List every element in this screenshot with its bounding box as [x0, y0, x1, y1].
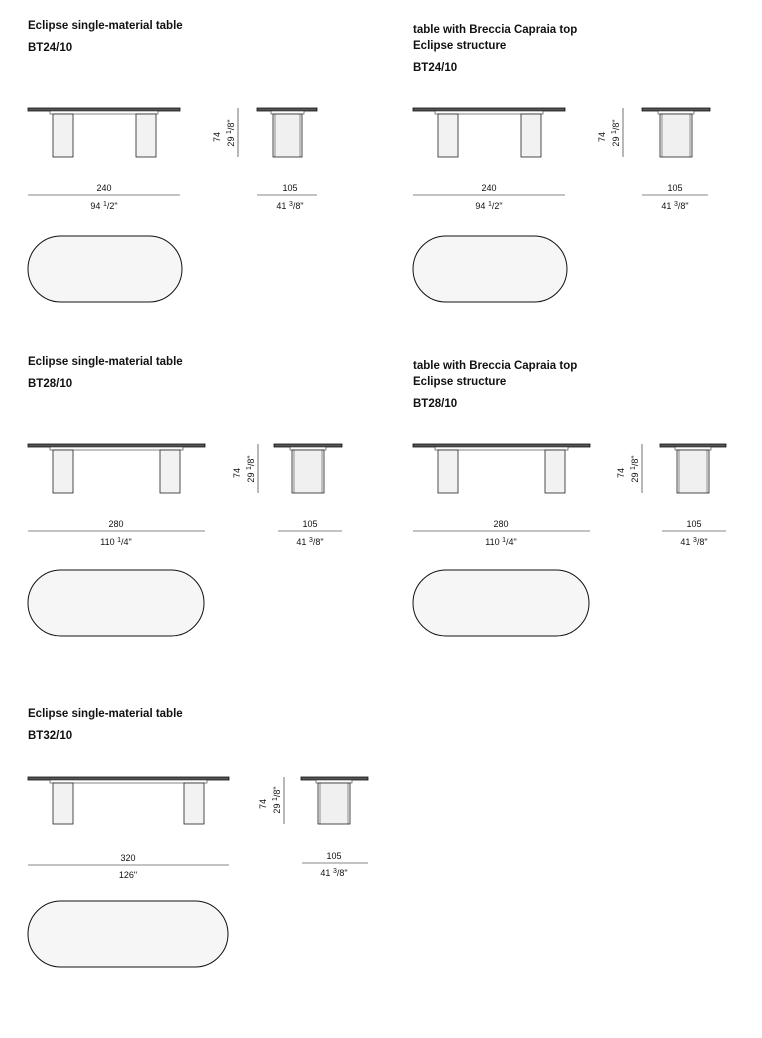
width-in: 41	[276, 201, 287, 211]
svg-text:29 1/8": 29 $^1$/8"	[246, 455, 256, 483]
front-elevation	[28, 777, 229, 824]
svg-text:29 1/8": 29 $^1$/8"	[630, 455, 640, 483]
svg-text:41 3/8": 41 $^3$/8"	[680, 537, 708, 547]
height-cm: 74	[597, 131, 607, 143]
length-dimension	[413, 183, 565, 211]
side-elevation	[660, 444, 726, 493]
top-plan-view	[28, 570, 204, 636]
table-drawing-bt24-single	[28, 20, 388, 350]
height-cm: 74	[616, 467, 626, 479]
height-in: 29	[226, 136, 236, 147]
title-line-2: Eclipse structure	[413, 376, 507, 388]
width-in: 41	[296, 537, 307, 547]
length-in: 110	[100, 537, 115, 547]
width-dimension	[662, 519, 726, 547]
length-dimension	[28, 519, 205, 547]
model-code: BT24/10	[413, 62, 458, 74]
front-elevation	[28, 108, 180, 157]
svg-text:29 1/8": 29 $^1$/8"	[226, 119, 236, 147]
height-dimension	[597, 108, 623, 157]
width-in: 41	[680, 537, 691, 547]
front-elevation	[413, 108, 565, 157]
width-cm: 105	[326, 851, 342, 861]
length-in: 126"	[118, 870, 138, 880]
width-dimension	[278, 519, 342, 547]
width-cm: 105	[667, 183, 683, 193]
technical-drawing	[28, 356, 388, 656]
svg-text:41 3/8": 41 $^3$/8"	[296, 537, 324, 547]
front-elevation	[413, 444, 590, 493]
top-plan-view	[413, 236, 567, 302]
height-cm: 74	[212, 131, 222, 143]
length-in: 110	[485, 537, 500, 547]
width-cm: 105	[302, 519, 318, 529]
length-cm: 320	[120, 853, 136, 863]
side-elevation	[301, 777, 368, 824]
length-dimension	[28, 853, 229, 880]
top-plan-view	[28, 236, 182, 302]
table-drawing-bt24-breccia	[413, 24, 762, 354]
svg-text:41 3/8": 41 $^3$/8"	[320, 868, 348, 878]
svg-text:41 3/8": 41 $^3$/8"	[661, 201, 689, 211]
title-line-1: table with Breccia Capraia top	[413, 24, 578, 36]
height-in: 29	[611, 136, 621, 147]
width-dimension	[642, 183, 708, 211]
technical-drawing	[413, 24, 762, 324]
height-cm: 74	[232, 467, 242, 479]
top-plan-view	[413, 570, 589, 636]
title-line-1: Eclipse single-material table	[28, 708, 183, 720]
width-in: 41	[320, 868, 331, 878]
length-cm: 240	[481, 183, 497, 193]
model-code: BT28/10	[413, 398, 458, 410]
length-in: 94	[475, 201, 486, 211]
side-elevation	[257, 108, 317, 157]
svg-text:94 1/2": 94 $^1$/2"	[90, 201, 118, 211]
width-cm: 105	[282, 183, 298, 193]
table-drawing-bt32-single	[28, 708, 388, 1038]
table-drawing-bt28-single	[28, 356, 388, 686]
width-dimension	[257, 183, 317, 211]
svg-text:29 1/8": 29 $^1$/8"	[272, 786, 282, 814]
height-in: 29	[246, 472, 256, 483]
title-line-1: table with Breccia Capraia top	[413, 360, 578, 372]
title-line-1: Eclipse single-material table	[28, 20, 183, 32]
length-cm: 240	[96, 183, 112, 193]
width-cm: 105	[686, 519, 702, 529]
side-elevation	[274, 444, 342, 493]
length-cm: 280	[493, 519, 509, 529]
model-code: BT28/10	[28, 378, 73, 390]
height-dimension	[212, 108, 238, 157]
technical-drawing	[28, 20, 388, 320]
side-elevation	[642, 108, 710, 157]
width-in: 41	[661, 201, 672, 211]
length-in: 94	[90, 201, 101, 211]
height-in: 29	[630, 472, 640, 483]
technical-drawing	[413, 360, 762, 660]
title-line-1: Eclipse single-material table	[28, 356, 183, 368]
svg-text:94 1/2": 94 $^1$/2"	[475, 201, 503, 211]
height-cm: 74	[258, 798, 268, 810]
length-dimension	[28, 183, 180, 211]
height-in: 29	[272, 803, 282, 814]
title-line-2: Eclipse structure	[413, 40, 507, 52]
length-dimension	[413, 519, 590, 547]
svg-text:126"	[119, 870, 137, 880]
svg-text:41 3/8": 41 $^3$/8"	[276, 201, 304, 211]
height-dimension	[232, 444, 258, 493]
length-cm: 280	[108, 519, 124, 529]
table-drawing-bt28-breccia	[413, 360, 762, 690]
technical-drawing	[28, 708, 388, 998]
svg-text:29 1/8": 29 $^1$/8"	[611, 119, 621, 147]
height-dimension	[616, 444, 642, 493]
svg-text:110 1/4": 110 $^1$/4"	[485, 537, 517, 547]
top-plan-view	[28, 901, 228, 967]
front-elevation	[28, 444, 205, 493]
model-code: BT32/10	[28, 730, 73, 742]
model-code: BT24/10	[28, 42, 73, 54]
width-dimension	[302, 851, 368, 878]
height-dimension	[258, 777, 284, 824]
svg-text:110 1/4": 110 $^1$/4"	[100, 537, 132, 547]
